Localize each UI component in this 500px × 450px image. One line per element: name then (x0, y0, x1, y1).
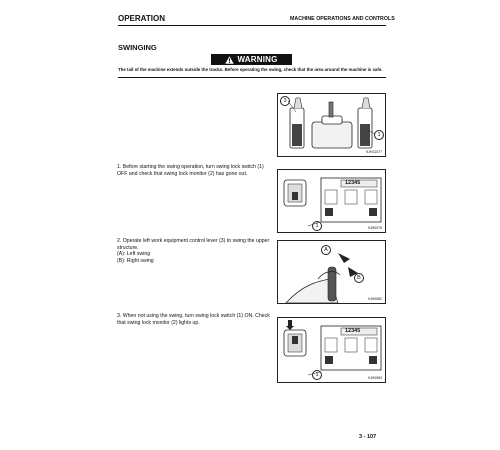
warning-banner (211, 54, 292, 65)
callout-b: B (354, 273, 364, 283)
callout-a: A (321, 245, 331, 255)
callout-1: 1 (312, 370, 322, 380)
section-title: SWINGING (118, 43, 157, 52)
monitor-display: 12345 (345, 328, 361, 334)
callout-3: 3 (280, 96, 290, 106)
page-number: 3 - 107 (359, 434, 377, 440)
step-2-line: 2. Operate left work equipment control lever (3) to swing the upper structure. (117, 238, 270, 251)
figure-swing-lock-off (277, 169, 386, 233)
figure-swing-lock-on (277, 317, 386, 383)
warning-triangle-icon (225, 56, 234, 64)
header-section: OPERATION (118, 14, 165, 23)
figure-code: 9JH0982 (367, 297, 382, 301)
step-2-line: (B): Right swing (117, 257, 154, 264)
step-3-text: 3. When not using the swing, turn swing lock switch (1) ON. Check that swing lock monitor (2) lights up. (117, 313, 270, 326)
warning-text: The tail of the machine extends outside the tracks. Before operating the swing, check that the area around the machine is safe. (118, 67, 383, 72)
header-chapter: MACHINE OPERATIONS AND CONTROLS (290, 16, 395, 22)
callout-1: 1 (312, 221, 322, 231)
monitor-display: 12345 (345, 180, 361, 186)
figure-cab-controls (277, 93, 386, 157)
callout-1: 1 (374, 130, 384, 140)
warning-rule (118, 77, 386, 78)
step-2-text (117, 238, 275, 264)
figure-lever-swing (277, 240, 386, 304)
warning-label: WARNING (237, 55, 278, 64)
figure-code: 9JH0983 (367, 376, 382, 380)
figure-code: 9JH0975 (367, 226, 382, 230)
figure-code: 9JH11077 (366, 150, 382, 154)
step-2-line: (A): Left swing (117, 251, 151, 258)
step-1-text: 1. Before starting the swing operation, turn swing lock switch (1) OFF and check that swing lock monitor (2) has gone out. (117, 164, 264, 177)
header-rule (118, 25, 386, 26)
